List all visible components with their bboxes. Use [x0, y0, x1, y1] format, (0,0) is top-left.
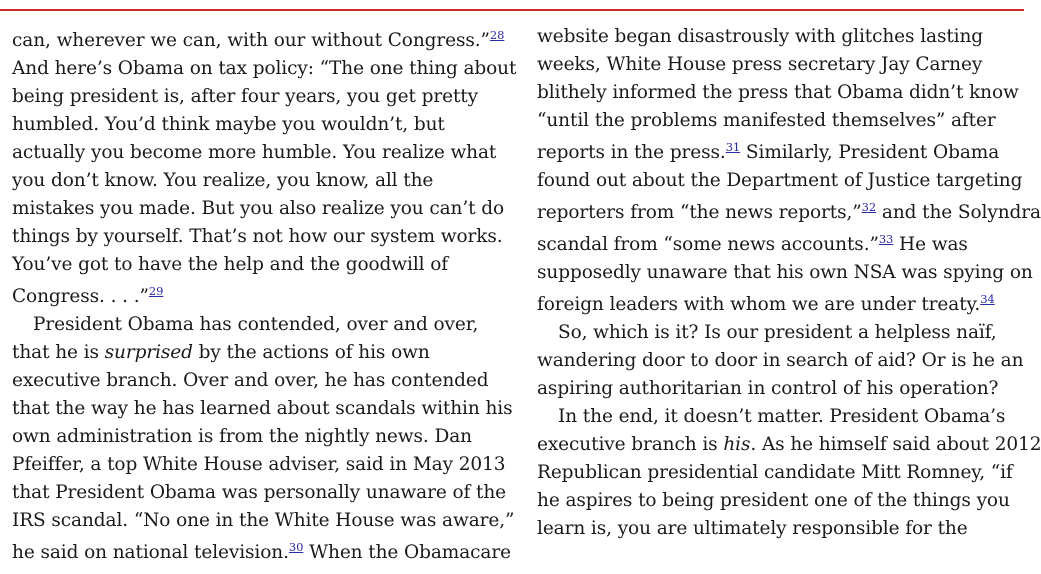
emphasis-text: his — [723, 434, 751, 455]
text-line — [537, 375, 1022, 403]
line-text-continued: by the actions of his own — [192, 342, 430, 363]
line-text: things by yourself. That’s not how our system works. — [12, 226, 503, 247]
text-line — [12, 195, 512, 223]
line-text: that President Obama was personally unaware of the — [12, 482, 507, 503]
text-line — [537, 287, 1022, 319]
text-line — [537, 51, 1022, 79]
line-text: learn is, you are ultimately responsible for the — [537, 518, 968, 539]
line-text: reports in the press. — [537, 142, 726, 163]
line-text-continued: and the Solyndra — [876, 202, 1041, 223]
text-line — [12, 535, 512, 567]
line-text: executive branch is — [537, 434, 724, 455]
top-rule — [0, 9, 1024, 11]
text-line — [12, 83, 512, 111]
text-line — [12, 279, 512, 311]
line-text: can, wherever we can, with our without Congress.” — [12, 30, 490, 51]
text-line — [537, 195, 1041, 227]
footnote-link[interactable]: 31 — [725, 140, 741, 154]
line-text-continued: . As he himself said about 2012 — [750, 434, 1041, 455]
text-line — [537, 515, 1022, 543]
text-line — [12, 111, 512, 139]
line-text: executive branch. Over and over, he has contended — [12, 370, 489, 391]
footnote-link[interactable]: 28 — [489, 28, 505, 42]
text-line — [12, 311, 512, 339]
text-line — [537, 107, 1022, 135]
line-text: Pfeiffer, a top White House adviser, said in May 2013 — [12, 454, 506, 475]
line-text: wandering door to door in search of aid? Or is he an — [537, 350, 1024, 371]
line-text: that the way he has learned about scandals within his — [12, 398, 513, 419]
footnote-link[interactable]: 32 — [861, 200, 877, 214]
line-text: aspiring authoritarian in control of his operation? — [537, 378, 999, 399]
text-line — [12, 367, 512, 395]
text-line — [12, 507, 515, 535]
line-text: weeks, White House press secretary Jay Carney — [537, 54, 983, 75]
line-text: blithely informed the press that Obama didn’t know — [537, 82, 1019, 103]
text-line — [12, 167, 512, 195]
footnote-link[interactable]: 29 — [148, 284, 164, 298]
text-line — [537, 487, 1022, 515]
text-line — [537, 259, 1033, 287]
text-line — [537, 167, 1022, 195]
emphasis-text: surprised — [104, 342, 193, 363]
line-text: he said on national television. — [12, 542, 289, 563]
line-text: IRS scandal. “No one in the White House was aware,” — [12, 510, 515, 531]
text-line — [537, 459, 1022, 487]
line-text-continued: Similarly, President Obama — [740, 142, 1000, 163]
line-text: supposedly unaware that his own NSA was spying on — [537, 262, 1033, 283]
text-line — [12, 223, 512, 251]
text-line — [537, 135, 1022, 167]
line-text: President Obama has contended, over and over, — [33, 314, 479, 335]
line-text: humbled. You’d think maybe you wouldn’t, but — [12, 114, 445, 135]
line-text: actually you become more humble. You realize what — [12, 142, 497, 163]
line-text-continued: When the Obamacare — [303, 542, 511, 563]
text-line — [12, 479, 512, 507]
text-line — [537, 347, 1022, 375]
line-text: foreign leaders with whom we are under treaty. — [537, 294, 981, 315]
line-text: You’ve got to have the help and the goodwill of — [12, 254, 449, 275]
text-line — [537, 79, 1022, 107]
line-text: found out about the Department of Justice targeting — [537, 170, 1023, 191]
line-text: Republican presidential candidate Mitt Romney, “if — [537, 462, 1013, 483]
text-line — [537, 227, 1022, 259]
text-line — [537, 431, 1041, 459]
line-text: being president is, after four years, you get pretty — [12, 86, 478, 107]
line-text: he aspires to being president one of the things you — [537, 490, 1010, 511]
line-text: In the end, it doesn’t matter. President Obama’s — [558, 406, 1006, 427]
line-text-continued: He was — [893, 234, 968, 255]
text-line — [12, 251, 512, 279]
text-line — [12, 395, 512, 423]
line-text: reporters from “the news reports,” — [537, 202, 862, 223]
text-line — [537, 403, 1022, 431]
text-line — [12, 139, 512, 167]
line-text: And here’s Obama on tax policy: “The one thing about — [12, 58, 517, 79]
text-line — [537, 319, 1022, 347]
line-text: So, which is it? Is our president a helpless naïf, — [558, 322, 997, 343]
line-text: you don’t know. You realize, you know, all the — [12, 170, 434, 191]
text-line — [12, 339, 512, 367]
line-text: that he is — [12, 342, 105, 363]
line-text: own administration is from the nightly news. Dan — [12, 426, 472, 447]
text-line — [12, 27, 512, 55]
line-text: mistakes you made. But you also realize you can’t do — [12, 198, 505, 219]
footnote-link[interactable]: 33 — [878, 232, 894, 246]
line-text: scandal from “some news accounts.” — [537, 234, 879, 255]
footnote-link[interactable]: 30 — [288, 540, 304, 554]
text-line — [537, 23, 1022, 51]
line-text: Congress. . . .” — [12, 286, 149, 307]
left-column — [12, 27, 517, 567]
footnote-link[interactable]: 34 — [980, 292, 995, 306]
right-column — [537, 23, 1041, 543]
text-line — [12, 423, 512, 451]
line-text: website began disastrously with glitches lasting — [537, 26, 984, 47]
line-text: “until the problems manifested themselves” after — [537, 110, 996, 131]
text-line — [12, 451, 512, 479]
text-line — [12, 55, 517, 83]
